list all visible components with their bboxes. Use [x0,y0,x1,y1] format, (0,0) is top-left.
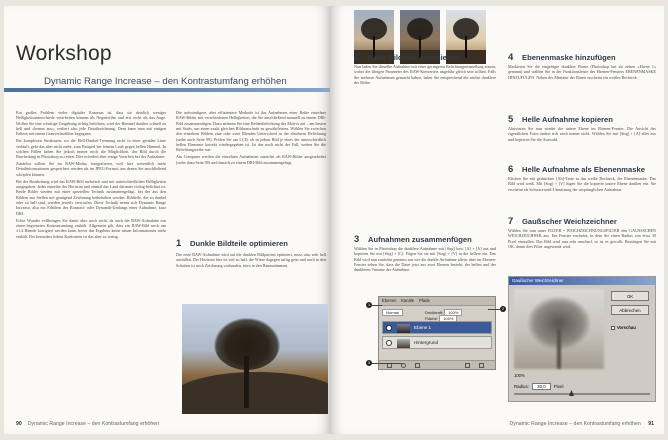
step-number: 2 [354,52,360,63]
tree-photo [182,304,328,414]
paragraph: Echte Wunder vollbringen Sie damit aber noch nicht, da auch die RAW-Aufnahme nur einen begrenzten Kontrastumfang enthält. Allgemein gilt, dass ein RAW-Bild noch um ±1,4 Blende korrigiert werden kann, bevor das Ergebnis keine neuen Informationen mehr enthält. Bei besonders hohen Kontrasten ist das aber zu wenig. [16,217,166,239]
paragraph: Markieren Sie die eingefügte dunklere Ebene (Photoshop hat sie neben »Ebene 1« genannt) und wählen Sie in der Funktionsleiste des Ebenen-Fensters EBENENMASKE HINZUFÜGEN. Neben der Miniatur der Ebene erscheint ein weißes Rechteck. [508,64,656,80]
gaussian-blur-dialog [508,276,656,402]
radius-unit: Pixel [553,384,564,389]
step-1-heading [176,238,288,249]
fill-value: 100% [439,315,457,322]
running-title: Dynamic Range Increase – den Kontrastumfang erhöhen [509,421,641,427]
step-title: Gaußscher Weichzeichner [522,217,617,226]
left-column-2 [176,110,326,166]
page-number: 90 [16,421,22,427]
ok-button[interactable]: OK [611,291,649,301]
callout-line [372,363,402,364]
radius-slider-track[interactable] [514,393,650,395]
layers-panel [378,296,496,370]
opacity-label: Deckkraft: [425,310,444,315]
checkbox-icon [611,326,615,330]
paragraph: Bei komplexen Strukturen, wo die Hell-Dunkel-Trennung nicht in einer geraden Linie verläuft, geht das aber nicht mehr, zum Beispiel bei feinem Laub gegen hellen Himmel. In solchen Fällen haben Sie jedoch immer noch die Möglichkeit, das Bild durch die Bearbeitung in Photoshop zu retten. Dies erfordert aber einige Vorarbeit bei der Aufnahme: [16,138,166,160]
cancel-button[interactable]: Abbrechen [611,305,649,315]
blend-mode-value: Normal [382,309,403,316]
callout-line [488,309,500,310]
step-6-heading [508,164,645,175]
page-number: 91 [648,421,654,427]
layer-name: Ebene 1 [414,325,432,330]
radius-label: Radius: [514,384,529,389]
step-1-text [176,252,326,270]
step-number: 7 [508,216,514,227]
paragraph: Am Computer werden die einzelnen Aufnahmen zunächst als RAW-Bilder ausgearbeitet (siehe dazu Seite 90) und danach zu einem DRI-Bild zusammengefügt. [176,154,326,165]
step-title: Helle Aufnahme kopieren [522,115,613,124]
tab-layers[interactable]: Ebenen [382,298,397,303]
preview-checkbox[interactable] [611,325,636,330]
paragraph: Zunächst sollten Sie im RAW-Modus fotografieren, weil hier wesentlich mehr Detailinformationen gespeichert werden als im JPEG-Format, aus denen Sie anschließend schöpfen können. [16,161,166,177]
step-3-text [354,246,496,274]
callout-marker: 3 [367,361,371,365]
layer-thumbnail [397,324,410,333]
eye-icon[interactable] [386,340,392,346]
blend-mode-select[interactable] [382,309,403,316]
panel-bottom-bar [379,360,495,369]
step-title: Dunkle Bildteile optimieren [190,239,288,248]
dialog-title: Gaußscher Weichzeichner [509,277,655,285]
fill-label: Fläche: [425,316,439,321]
tab-channels[interactable]: Kanäle [401,298,415,303]
tab-paths[interactable]: Pfade [419,298,430,303]
step-7-text [508,228,656,251]
opacity-value: 100% [444,309,462,316]
radius-input[interactable]: 30,0 [532,383,551,390]
callout-marker: 2 [501,307,505,311]
left-page [4,6,330,434]
panel-tabs [379,297,495,306]
callout-line [372,305,382,306]
new-layer-icon[interactable] [465,363,470,368]
step-3-heading [354,234,472,245]
step-number: 5 [508,114,514,125]
step-title: Helle Bildteile optimieren [368,53,459,62]
radius-field [514,383,563,390]
paragraph: Klicken Sie mit gedrückter [Alt]-Taste in das weiße Rechteck, die Ebenenmaske. Das Bild wird weiß. Mit [Strg] + [V] fügen Sie die kopierte untere Ebene darüber ein. Sie erscheint als Schwarzweiß-Umsetzung der ursprünglichen Aufnahme. [508,176,656,192]
step-5-heading [508,114,613,125]
workshop-subtitle: Dynamic Range Increase – den Kontrastumfang erhöhen [44,76,287,87]
paragraph: Bei der Bearbeitung wird das RAW-Bild mehrfach und mit unterschiedlichen Helligkeiten ausgegeben. Jedes einzelne der Horizont und einmal das Land darunter richtig belichtet ist. Beide Bilder werden mit einer speziellen Technik zusammengefügt, bei der aus den Bildern nur Stellen mit genügend Zeichnung beibehalten werden. Bildteile, die zu dunkel oder zu hell sind, werden jeweils verworfen. Diese Technik nennt sich Dynamic Range Increase, also ein Erhöhen des Kontrast- oder Dynamik-Umfangs einer Aufnahme, kurz DRI. [16,178,166,216]
step-7-heading [508,216,617,227]
paragraph: Die aufwändigere, aber effizientere Methode ist das Aufnehmen einer Reihe einzelner RAW-Bilder mit verschiedenen Helligkeiten, die Sie anschließend manuell zu einem DRI-Bild zusammenfügen. Dazu nehmen Sie eine Reihenbelichtung des Motivs auf – am besten mit Stativ, um einen exakt gleichen Bildausschnitt zu gewährleisten. Wählen Sie zwischen den einzelnen Bildern eine oder zwei Blenden Unterschied in der absoluten Belichtung (siehe auch Seite 99). Prüfen Sie am LCD, ob in jedem Bild je eines der unterschiedlich hellen Elemente korrekt wiedergegeben ist. Ist das noch nicht der Fall, weiten Sie die Belichtungsreihe aus. [176,110,326,153]
paragraph: Wählen Sie nun unter FILTER • WEICHZEICHNUNGSFILTER den GAUSSSCHEN WEICHZEICHNER aus. Ein Fenster erscheint, in dem Sie einen Radius von etwa 30 Pixel einstellen. Das Bild wird nun sehr unscharf, so ist es gewollt. Bestätigen Sie mit OK, damit dies Filter angewandt wird. [508,228,656,250]
left-footer [16,421,159,427]
step-2-heading [354,52,459,63]
paragraph: Die erste RAW-Aufnahme wird auf die dunklen Bildpartien optimiert, muss also sehr hell ausfallen. Der Horizont hier ist viel zu hell, die Wiese dagegen saftig grün und auch in den Schatten ist noch Zeichnung vorhanden, etwa in den Baumstämmen. [176,252,326,268]
paragraph: Aktivieren Sie nun wieder die untere Ebene im Ebenen-Fenster. Die Ansicht des eigentlichen Fotos ändert sich noch immer nicht. Wählen Sie mit [Strg] + [A] alles aus und kopieren Sie die Auswahl. [508,126,656,142]
layer-name: Hintergrund [414,340,439,345]
step-number: 6 [508,164,514,175]
title-bar-decoration [4,88,330,92]
add-layer-mask-icon[interactable] [401,363,406,368]
paragraph: Wählen Sie in Photoshop die dunklere Aufnahme mit [Strg] bzw. [A] + [A] aus und kopieren Sie mit [Strg] + [C]. Fügen Sie sie mit [Strg] + [V] in die hellere ein. Das Bild wird nun zunächst genauso aus wie die dunkle Aufnahme allein, aber im Ebenen-Fenster sehen Sie, dass die Datei jetzt aus zwei Ebenen besteht, der hellen und der dunkleren Variante der Aufnahme. [354,246,496,273]
step-6-text [508,176,656,194]
step-number: 3 [354,234,360,245]
paragraph: Nun laden Sie dieselbe Aufnahme mit einer geringeren Belichtungseinstellung erneut, wobei die übrigen Parameter des RAW-Konverters ungefähr gleich sein sollten. Falls Sie mehrere Aufnahmen gemacht haben, laden Sie entsprechend die nächst dunklere der Reihe. [354,64,496,86]
layer-row-ebene-1[interactable] [382,321,492,334]
blur-preview [514,289,604,369]
step-title: Ebenenmaske hinzufügen [522,53,616,62]
step-number: 1 [176,238,182,249]
adjustment-layer-icon[interactable] [415,363,420,368]
step-4-heading [508,52,616,63]
step-2-text [354,64,496,87]
layer-thumbnail [397,339,410,348]
running-title: Dynamic Range Increase – den Kontrastumfang erhöhen [27,421,159,427]
step-title: Helle Aufnahme als Ebenenmaske [522,165,645,174]
preview-label: Vorschau [617,325,636,330]
step-5-text [508,126,656,144]
right-footer [510,421,654,427]
right-page [330,6,664,434]
paragraph: Ein großes Problem vieler digitaler Kameras ist, dass sie deutlich weniger Helligkeitsunterschiede verarbeiten können als Negativfilm und erst recht als das Auge. Wollen Sie eine schattige Umgebung richtig belichten, wird der Himmel darüber schnell zu hell und »brennt aus«, verliert also jede Detailzeichnung. Dem kann man mit einigen Faltern mit einem Grauverlauffilter begegnen. [16,110,166,137]
zoom-level: 100% [514,373,525,378]
step-4-text [508,64,656,82]
left-column-1 [16,110,166,240]
link-icon[interactable] [387,363,392,368]
callout-marker: 1 [367,303,371,307]
layer-row-background[interactable] [382,336,492,349]
workshop-title: Workshop [16,42,112,65]
step-number: 4 [508,52,514,63]
eye-icon[interactable] [386,325,392,331]
trash-icon[interactable] [479,363,484,368]
step-title: Aufnahmen zusammenfügen [368,235,472,244]
